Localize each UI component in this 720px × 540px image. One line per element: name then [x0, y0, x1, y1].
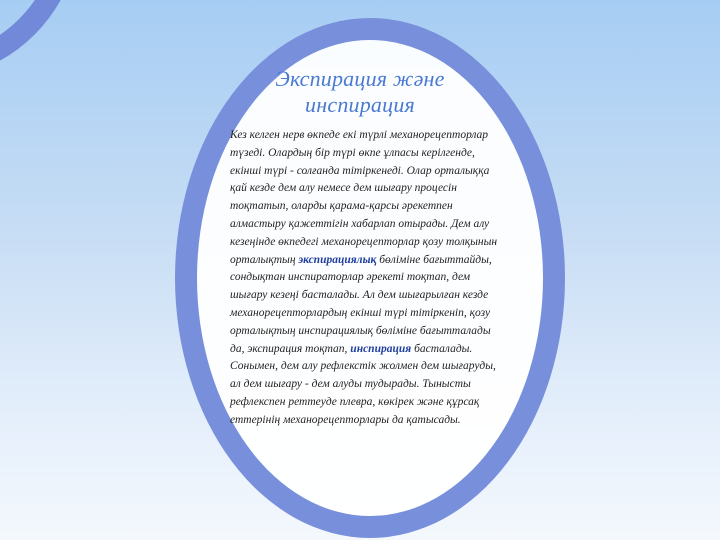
text-line: Сонымен, дем алу рефлекстік жолмен дем шығаруды, [230, 360, 496, 373]
text-line: еттерінің механорецепторлары да қатысады. [230, 413, 461, 426]
text-line [230, 341, 500, 359]
text-line: кезеңінде өкпедегі механорецепторлар қозу толқынын [230, 235, 498, 248]
text-line: тоқтатып, оларды қарама-қарсы әрекетпен [230, 200, 453, 213]
text-line: қай кезде дем алу немесе дем шығару процесін [230, 182, 457, 195]
highlighted-term-expiration: экспирациялық [298, 253, 377, 266]
title-line-2: инспирация [305, 92, 415, 117]
corner-decorative-ring [0, 0, 80, 80]
text-fragment: бөліміне бағыттайды, [376, 253, 492, 266]
text-line: екінші түрі - солғанда тітіркенеді. Олар орталыққа [230, 164, 490, 177]
text-line: орталықтың инспирациялық бөліміне бағытталады [230, 324, 491, 337]
text-line: Кез келген нерв өкпеде екі түрлі механорецепторлар [230, 129, 489, 141]
text-fragment: да, экспирация тоқтап, [230, 342, 351, 355]
highlighted-term-inspiration: инспирация [350, 342, 412, 355]
text-line: сондықтан инспираторлар әрекеті тоқтап, дем [230, 271, 471, 284]
text-line: түзеді. Олардың бір түрі өкпе ұлпасы керілгенде, [230, 146, 475, 159]
text-line: алмастыру қажеттігін хабарлап отырады. Дем алу [230, 217, 490, 230]
title-line-1: Экспирация және [275, 66, 445, 91]
text-line: механорецепторлардың екінші түрі тітіркеніп, қозу [230, 306, 491, 319]
text-line: ал дем шығару - дем алуды тудырады. Тынысты [230, 378, 471, 391]
text-fragment: орталықтың [230, 253, 299, 266]
text-line: шығару кезеңі басталады. Ал дем шығарылған кезде [230, 289, 489, 302]
text-line: рефлекспен реттеуде плевра, көкірек және құрсақ [230, 395, 480, 408]
body-text [230, 127, 500, 430]
text-line [230, 252, 500, 270]
text-fragment: басталады. [411, 342, 473, 355]
slide-title [230, 66, 490, 118]
